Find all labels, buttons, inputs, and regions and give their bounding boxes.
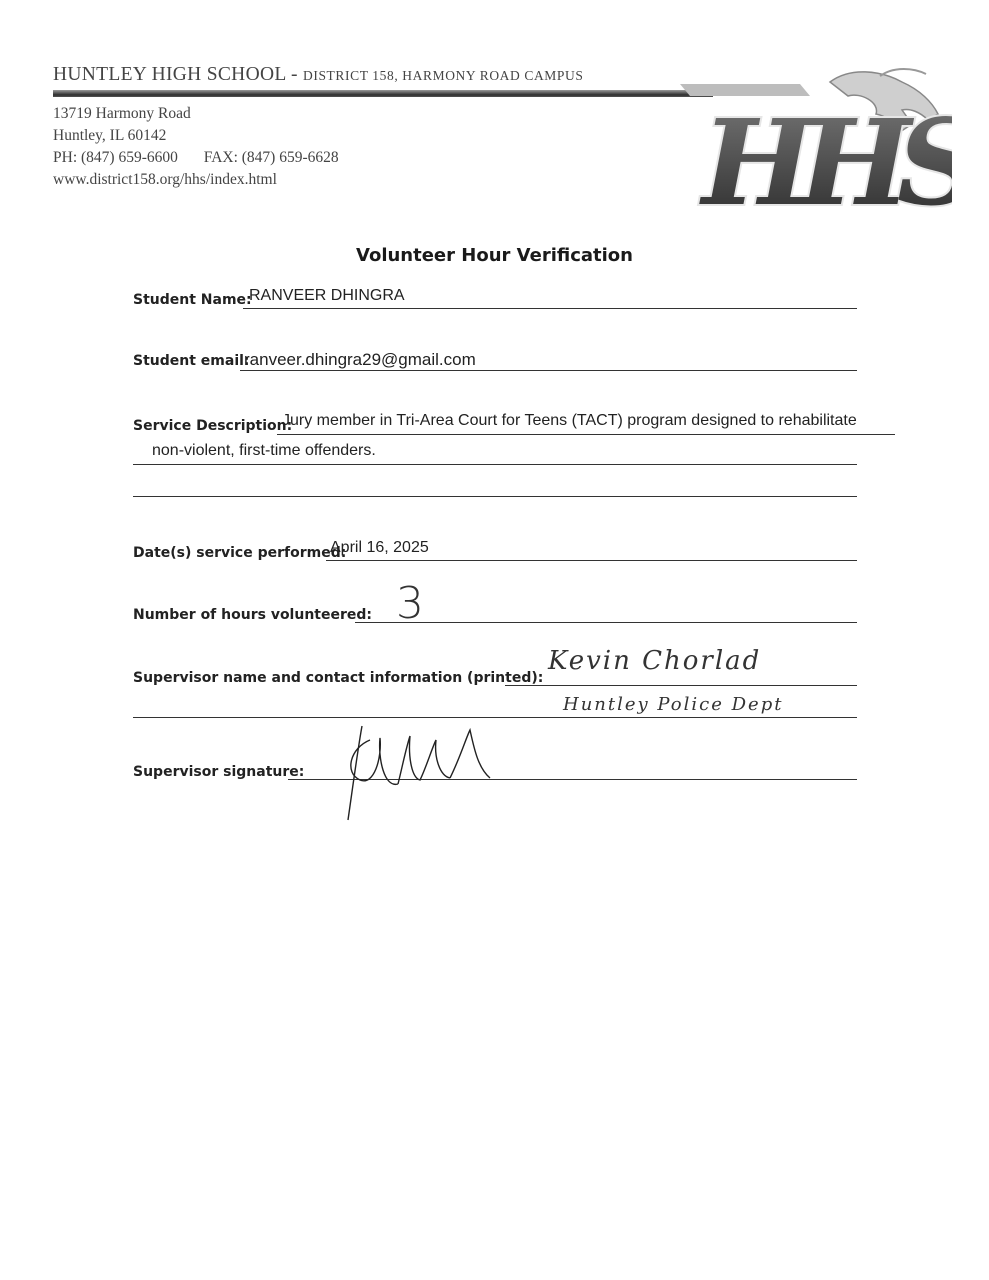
address-line-2: Huntley, IL 60142: [53, 127, 167, 144]
student-email-line: [240, 370, 857, 371]
school-name-heading: [53, 64, 583, 86]
dates-value[interactable]: April 16, 2025: [330, 539, 429, 556]
hhs-logo: [680, 62, 952, 224]
hours-line: [355, 622, 857, 623]
form-title: Volunteer Hour Verification: [356, 245, 633, 266]
service-description-label: Service Description:: [133, 418, 293, 434]
service-description-line-2[interactable]: non-violent, first-time offenders.: [152, 442, 376, 459]
supervisor-department-value[interactable]: Huntley Police Dept: [563, 694, 784, 715]
student-name-label: Student Name:: [133, 292, 252, 308]
address-line-1: 13719 Harmony Road: [53, 105, 191, 122]
fax-number: FAX: (847) 659-6628: [203, 149, 339, 166]
dates-label: Date(s) service performed:: [133, 545, 347, 561]
website-url: www.district158.org/hhs/index.html: [53, 171, 277, 188]
student-email-label: Student email:: [133, 353, 250, 369]
handwritten-signature-icon: [340, 718, 500, 828]
mustang-logo-icon: [680, 62, 952, 224]
student-name-value[interactable]: RANVEER DHINGRA: [249, 287, 405, 304]
supervisor-name-value[interactable]: Kevin Chorlad: [548, 646, 762, 676]
signature-label: Supervisor signature:: [133, 764, 305, 780]
service-description-rule-3: [133, 496, 857, 497]
student-email-value[interactable]: ranveer.dhingra29@gmail.com: [244, 350, 476, 369]
supervisor-signature[interactable]: [340, 718, 500, 833]
header-rule: [53, 90, 713, 97]
phone-fax-line: [53, 149, 339, 167]
svg-text:HHS: HHS: [702, 93, 952, 224]
service-description-rule-1: [277, 434, 895, 435]
supervisor-line-1: [505, 685, 857, 686]
service-description-line-1[interactable]: Jury member in Tri-Area Court for Teens (TACT) program designed to rehabilitate: [282, 412, 857, 429]
hours-value[interactable]: 3: [396, 578, 424, 629]
dates-line: [326, 560, 857, 561]
student-name-line: [243, 308, 857, 309]
service-description-rule-2: [133, 464, 857, 465]
phone-number: PH: (847) 659-6600: [53, 149, 178, 166]
header-separator: -: [291, 64, 298, 85]
campus-name: DISTRICT 158, HARMONY ROAD CAMPUS: [303, 68, 584, 83]
school-name: HUNTLEY HIGH SCHOOL: [53, 64, 286, 85]
supervisor-label: Supervisor name and contact information (printed):: [133, 670, 544, 686]
hours-label: Number of hours volunteered:: [133, 607, 372, 623]
